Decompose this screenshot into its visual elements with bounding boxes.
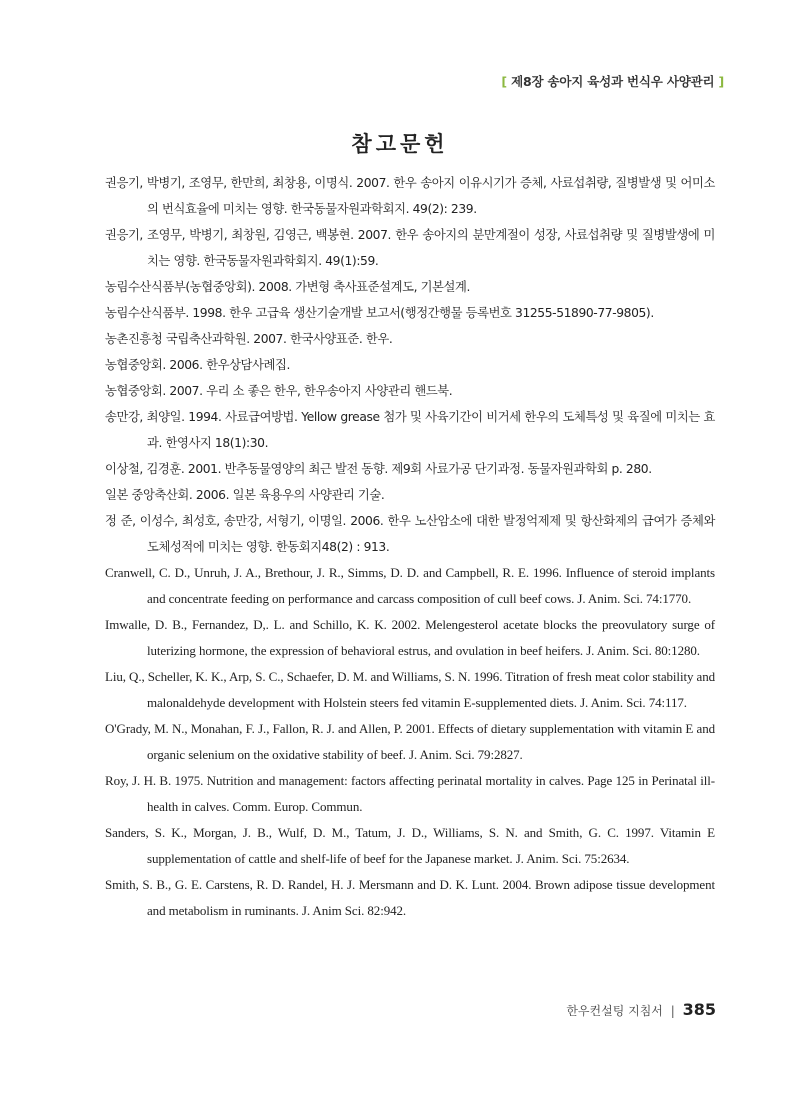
chapter-title: 제8장 송아지 육성과 번식우 사양관리	[511, 74, 715, 89]
page-number: 385	[682, 1000, 716, 1019]
reference-item: Roy, J. H. B. 1975. Nutrition and management: factors affecting perinatal mortality in calves. Page 125 in Perinatal ill-health in calves. Comm. Europ. Commun.	[105, 773, 715, 814]
page-footer	[566, 1000, 716, 1019]
reference-item: Imwalle, D. B., Fernandez, D,. L. and Schillo, K. K. 2002. Melengesterol acetate blocks the preovulatory surge of luterizing hormone, the expression of behavioral estrus, and ovulation in beef heifers. J. Anim. Sci. 80:1280.	[105, 617, 715, 658]
reference-list	[105, 170, 715, 924]
reference-item: 정 준, 이성수, 최성호, 송만강, 서형기, 이명일. 2006. 한우 노산암소에 대한 발정억제제 및 항산화제의 급여가 증체와 도체성적에 미치는 영향. 한동회지48(2) : 913.	[105, 514, 715, 554]
reference-item: 송만강, 최양일. 1994. 사료급여방법. Yellow grease 첨가 및 사육기간이 비거세 한우의 도체특성 및 육질에 미치는 효과. 한영사지 18(1):30.	[105, 410, 715, 450]
reference-item: 농촌진흥청 국립축산과학원. 2007. 한국사양표준. 한우.	[105, 332, 393, 346]
reference-item: 이상철, 김경훈. 2001. 반추동물영양의 최근 발전 동향. 제9회 사료가공 단기과정. 동물자원과학회 p. 280.	[105, 462, 652, 476]
reference-item: 일본 중앙축산회. 2006. 일본 육용우의 사양관리 기술.	[105, 488, 385, 502]
reference-item: 권응기, 박병기, 조영무, 한만희, 최창용, 이명식. 2007. 한우 송아지 이유시기가 증체, 사료섭취량, 질병발생 및 어미소의 번식효율에 미치는 영향. 한국동물자원과학회지. 49(2): 239.	[105, 176, 715, 216]
header-bracket-open: [	[501, 74, 507, 89]
reference-item: 권응기, 조영무, 박병기, 최창원, 김영근, 백봉현. 2007. 한우 송아지의 분만계절이 성장, 사료섭취량 및 질병발생에 미치는 영향. 한국동물자원과학회지. 49(1):59.	[105, 228, 715, 268]
reference-item: Liu, Q., Scheller, K. K., Arp, S. C., Schaefer, D. M. and Williams, S. N. 1996. Titration of fresh meat color stability and malonaldehyde development with Holstein steers fed vitamin E-supplemented diets. J. Anim. Sci. 74:117.	[105, 669, 715, 710]
reference-item: Smith, S. B., G. E. Carstens, R. D. Randel, H. J. Mersmann and D. K. Lunt. 2004. Brown adipose tissue development and metabolism in ruminants. J. Anim Sci. 82:942.	[105, 877, 715, 918]
footer-separator: |	[670, 1004, 675, 1018]
reference-item: 농협중앙회. 2007. 우리 소 좋은 한우, 한우송아지 사양관리 핸드북.	[105, 384, 453, 398]
chapter-header	[501, 72, 724, 90]
reference-item: 농협중앙회. 2006. 한우상담사례집.	[105, 358, 290, 372]
reference-item: O'Grady, M. N., Monahan, F. J., Fallon, R. J. and Allen, P. 2001. Effects of dietary supplementation with vitamin E and organic selenium on the oxidative stability of beef. J. Anim. Sci. 79:2827.	[105, 721, 715, 762]
reference-item: Cranwell, C. D., Unruh, J. A., Brethour, J. R., Simms, D. D. and Campbell, R. E. 1996. Influence of steroid implants and concentrate feeding on performance and carcass composition of cull beef cows. J. Anim. Sci. 74:1770.	[105, 565, 715, 606]
reference-item: 농림수산식품부. 1998. 한우 고급육 생산기술개발 보고서(행정간행물 등록번호 31255-51890-77-9805).	[105, 306, 654, 320]
header-bracket-close: ]	[718, 74, 724, 89]
reference-item: Sanders, S. K., Morgan, J. B., Wulf, D. M., Tatum, J. D., Williams, S. N. and Smith, G. C. 1997. Vitamin E supplementation of cattle and shelf-life of beef for the Japanese market. J. Anim. Sci. 75:2634.	[105, 825, 715, 866]
page-title: 참고문헌	[351, 132, 449, 156]
reference-item: 농림수산식품부(농협중앙회). 2008. 가변형 축사표준설계도, 기본설계.	[105, 280, 471, 294]
book-title: 한우컨설팅 지침서	[566, 1004, 663, 1018]
